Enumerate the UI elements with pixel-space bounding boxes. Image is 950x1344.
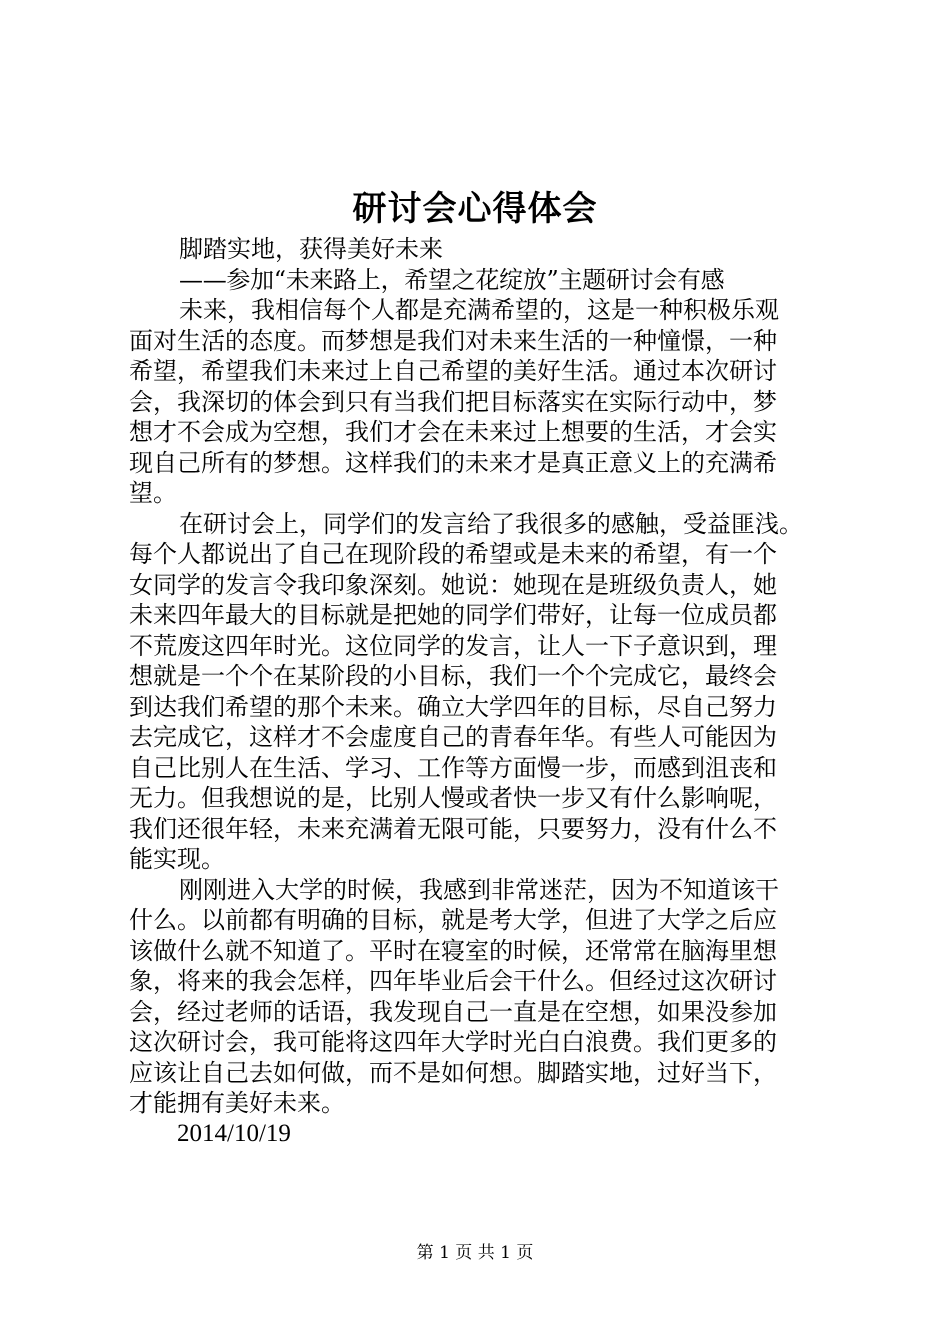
paragraph-line: 望。 xyxy=(129,479,177,507)
paragraph-line: 不荒废这四年时光。这位同学的发言，让人一下子意识到，理 xyxy=(129,631,777,660)
paragraph-line: 能实现。 xyxy=(129,845,225,873)
paragraph-line: 自己比别人在生活、学习、工作等方面慢一步，而感到沮丧和 xyxy=(129,753,777,782)
paragraph-3 xyxy=(129,875,839,1119)
document-date: 2014/10/19 xyxy=(177,1119,291,1147)
paragraph-line: 我们还很年轻，未来充满着无限可能，只要努力，没有什么不 xyxy=(129,814,777,843)
document-title: 研讨会心得体会 xyxy=(352,189,598,229)
subtitle: 脚踏实地，获得美好未来 xyxy=(179,235,443,263)
paragraph-line: 想就是一个个在某阶段的小目标，我们一个个完成它，最终会 xyxy=(129,662,777,690)
paragraph-line: 去完成它，这样才不会虚度自己的青春年华。有些人可能因为 xyxy=(129,723,777,751)
paragraph-line: 面对生活的态度。而梦想是我们对未来生活的一种憧憬，一种 xyxy=(129,326,777,355)
paragraph-line: 在研讨会上，同学们的发言给了我很多的感触，受益匪浅。 xyxy=(179,509,803,538)
page-number-footer: 第 1 页 共 1 页 xyxy=(416,1243,534,1263)
paragraph-line: 象，将来的我会怎样，四年毕业后会干什么。但经过这次研讨 xyxy=(129,967,777,995)
paragraph-line: 想才不会成为空想，我们才会在未来过上想要的生活，才会实 xyxy=(129,418,777,446)
paragraph-2 xyxy=(129,509,839,875)
paragraph-line: 未来，我相信每个人都是充满希望的，这是一种积极乐观 xyxy=(179,296,779,324)
paragraph-line: 女同学的发言令我印象深刻。她说：她现在是班级负责人，她 xyxy=(129,570,777,599)
paragraph-line: 该做什么就不知道了。平时在寝室的时候，还常常在脑海里想 xyxy=(129,936,777,965)
paragraph-line: 才能拥有美好未来。 xyxy=(129,1089,345,1117)
paragraph-line: 会，我深切的体会到只有当我们把目标落实在实际行动中，梦 xyxy=(129,387,777,416)
paragraph-line: 现自己所有的梦想。这样我们的未来才是真正意义上的充满希 xyxy=(129,448,777,477)
paragraph-line: 无力。但我想说的是，比别人慢或者快一步又有什么影响呢， xyxy=(129,784,777,812)
paragraph-line: 希望，希望我们未来过上自己希望的美好生活。通过本次研讨 xyxy=(129,357,777,385)
paragraph-line: 什么。以前都有明确的目标，就是考大学，但进了大学之后应 xyxy=(129,906,777,934)
paragraph-line: 刚刚进入大学的时候，我感到非常迷茫，因为不知道该干 xyxy=(179,875,779,904)
paragraph-line: 这次研讨会，我可能将这四年大学时光白白浪费。我们更多的 xyxy=(129,1028,777,1056)
paragraph-1 xyxy=(129,295,839,509)
paragraph-line: 到达我们希望的那个未来。确立大学四年的目标，尽自己努力 xyxy=(129,692,777,721)
byline: ——参加“未来路上，希望之花绽放”主题研讨会有感 xyxy=(179,265,725,294)
paragraph-line: 应该让自己去如何做，而不是如何想。脚踏实地，过好当下， xyxy=(129,1058,777,1087)
document-body xyxy=(129,234,839,1149)
paragraph-line: 会，经过老师的话语，我发现自己一直是在空想，如果没参加 xyxy=(129,997,777,1026)
paragraph-line: 每个人都说出了自己在现阶段的希望或是未来的希望，有一个 xyxy=(129,540,777,568)
paragraph-line: 未来四年最大的目标就是把她的同学们带好，让每一位成员都 xyxy=(129,601,777,629)
